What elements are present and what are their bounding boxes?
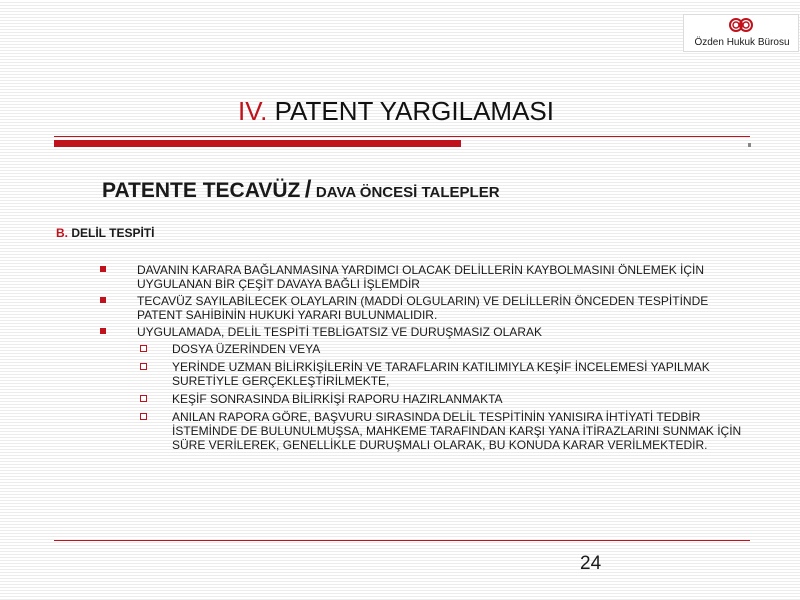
sub-bullet-item — [100, 342, 750, 356]
square-bullet-icon — [100, 328, 106, 334]
company-logo — [683, 14, 799, 52]
bullet-text: UYGULAMADA, DELİL TESPİTİ TEBLİGATSIZ VE DURUŞMASIZ OLARAK — [137, 325, 542, 339]
sub-bullet-item — [100, 410, 750, 452]
sub-bullet-list — [100, 342, 750, 452]
page-number: 24 — [580, 553, 602, 574]
section-letter: B. — [56, 226, 68, 240]
hollow-square-bullet-icon — [140, 395, 147, 402]
subtitle-slash: / — [304, 176, 312, 203]
bullet-item — [100, 263, 750, 291]
sub-bullet-text: KEŞİF SONRASINDA BİLİRKİŞİ RAPORU HAZIRLANMAKTA — [172, 392, 503, 406]
sub-bullet-item — [100, 360, 750, 388]
section-heading — [56, 226, 154, 240]
slide-title — [238, 96, 554, 127]
divider-end-mark — [748, 143, 751, 147]
bullet-text: TECAVÜZ SAYILABİLECEK OLAYLARIN (MADDİ OLGULARIN) VE DELİLLERİN ÖNCEDEN TESPİTİNDE PATENT SAHİBİNİN HUKUKİ YARARI BULUNMALIDIR. — [137, 294, 709, 322]
bullet-list — [100, 263, 750, 456]
bullet-item — [100, 325, 750, 339]
footer-divider — [54, 540, 750, 541]
hollow-square-bullet-icon — [140, 363, 147, 370]
hollow-square-bullet-icon — [140, 413, 147, 420]
title-divider-thick — [54, 140, 461, 147]
sub-bullet-text: DOSYA ÜZERİNDEN VEYA — [172, 342, 321, 356]
sub-bullet-item — [100, 392, 750, 406]
subtitle-secondary: DAVA ÖNCESİ TALEPLER — [315, 184, 500, 201]
bullet-item — [100, 294, 750, 322]
logo-text: Özden Hukuk Bürosu — [694, 37, 790, 48]
section-label: DELİL TESPİTİ — [71, 226, 155, 240]
title-text: PATENT YARGILAMASI — [274, 96, 554, 126]
sub-bullet-text: ANILAN RAPORA GÖRE, BAŞVURU SIRASINDA DELİL TESPİTİNİN YANISIRA İHTİYATİ TEDBİR İSTEMİNDE DE BULUNULMUŞSA, MAHKEME TARAFINDAN KARŞI YANA İTİRAZLARINI SUNMAK İÇİN SÜRE VERİLEREK, GENELLİKLE DURUŞMALI OLARAK, BU KONUDA KARAR VERİLMEKTEDİR. — [172, 410, 742, 452]
subtitle-main: PATENTE TECAVÜZ — [102, 179, 301, 202]
sub-bullet-text: YERİNDE UZMAN BİLİRKİŞİLERİN VE TARAFLARIN KATILIMIYLA KEŞİF İNCELEMESİ YAPILMAK SURETİYLE GERÇEKLEŞTİRİLMEKTE, — [172, 360, 710, 388]
square-bullet-icon — [100, 266, 106, 272]
square-bullet-icon — [100, 297, 106, 303]
slide-subtitle — [102, 176, 500, 204]
bullet-text: DAVANIN KARARA BAĞLANMASINA YARDIMCI OLACAK DELİLLERİN KAYBOLMASINI ÖNLEMEK İÇİN UYGULANAN BİR ÇEŞİT DAVAYA BAĞLI İŞLEMDİR — [137, 263, 705, 291]
logo-rings-icon — [728, 17, 754, 35]
title-number: IV. — [238, 96, 268, 126]
hollow-square-bullet-icon — [140, 345, 147, 352]
title-divider-thin — [54, 136, 750, 137]
